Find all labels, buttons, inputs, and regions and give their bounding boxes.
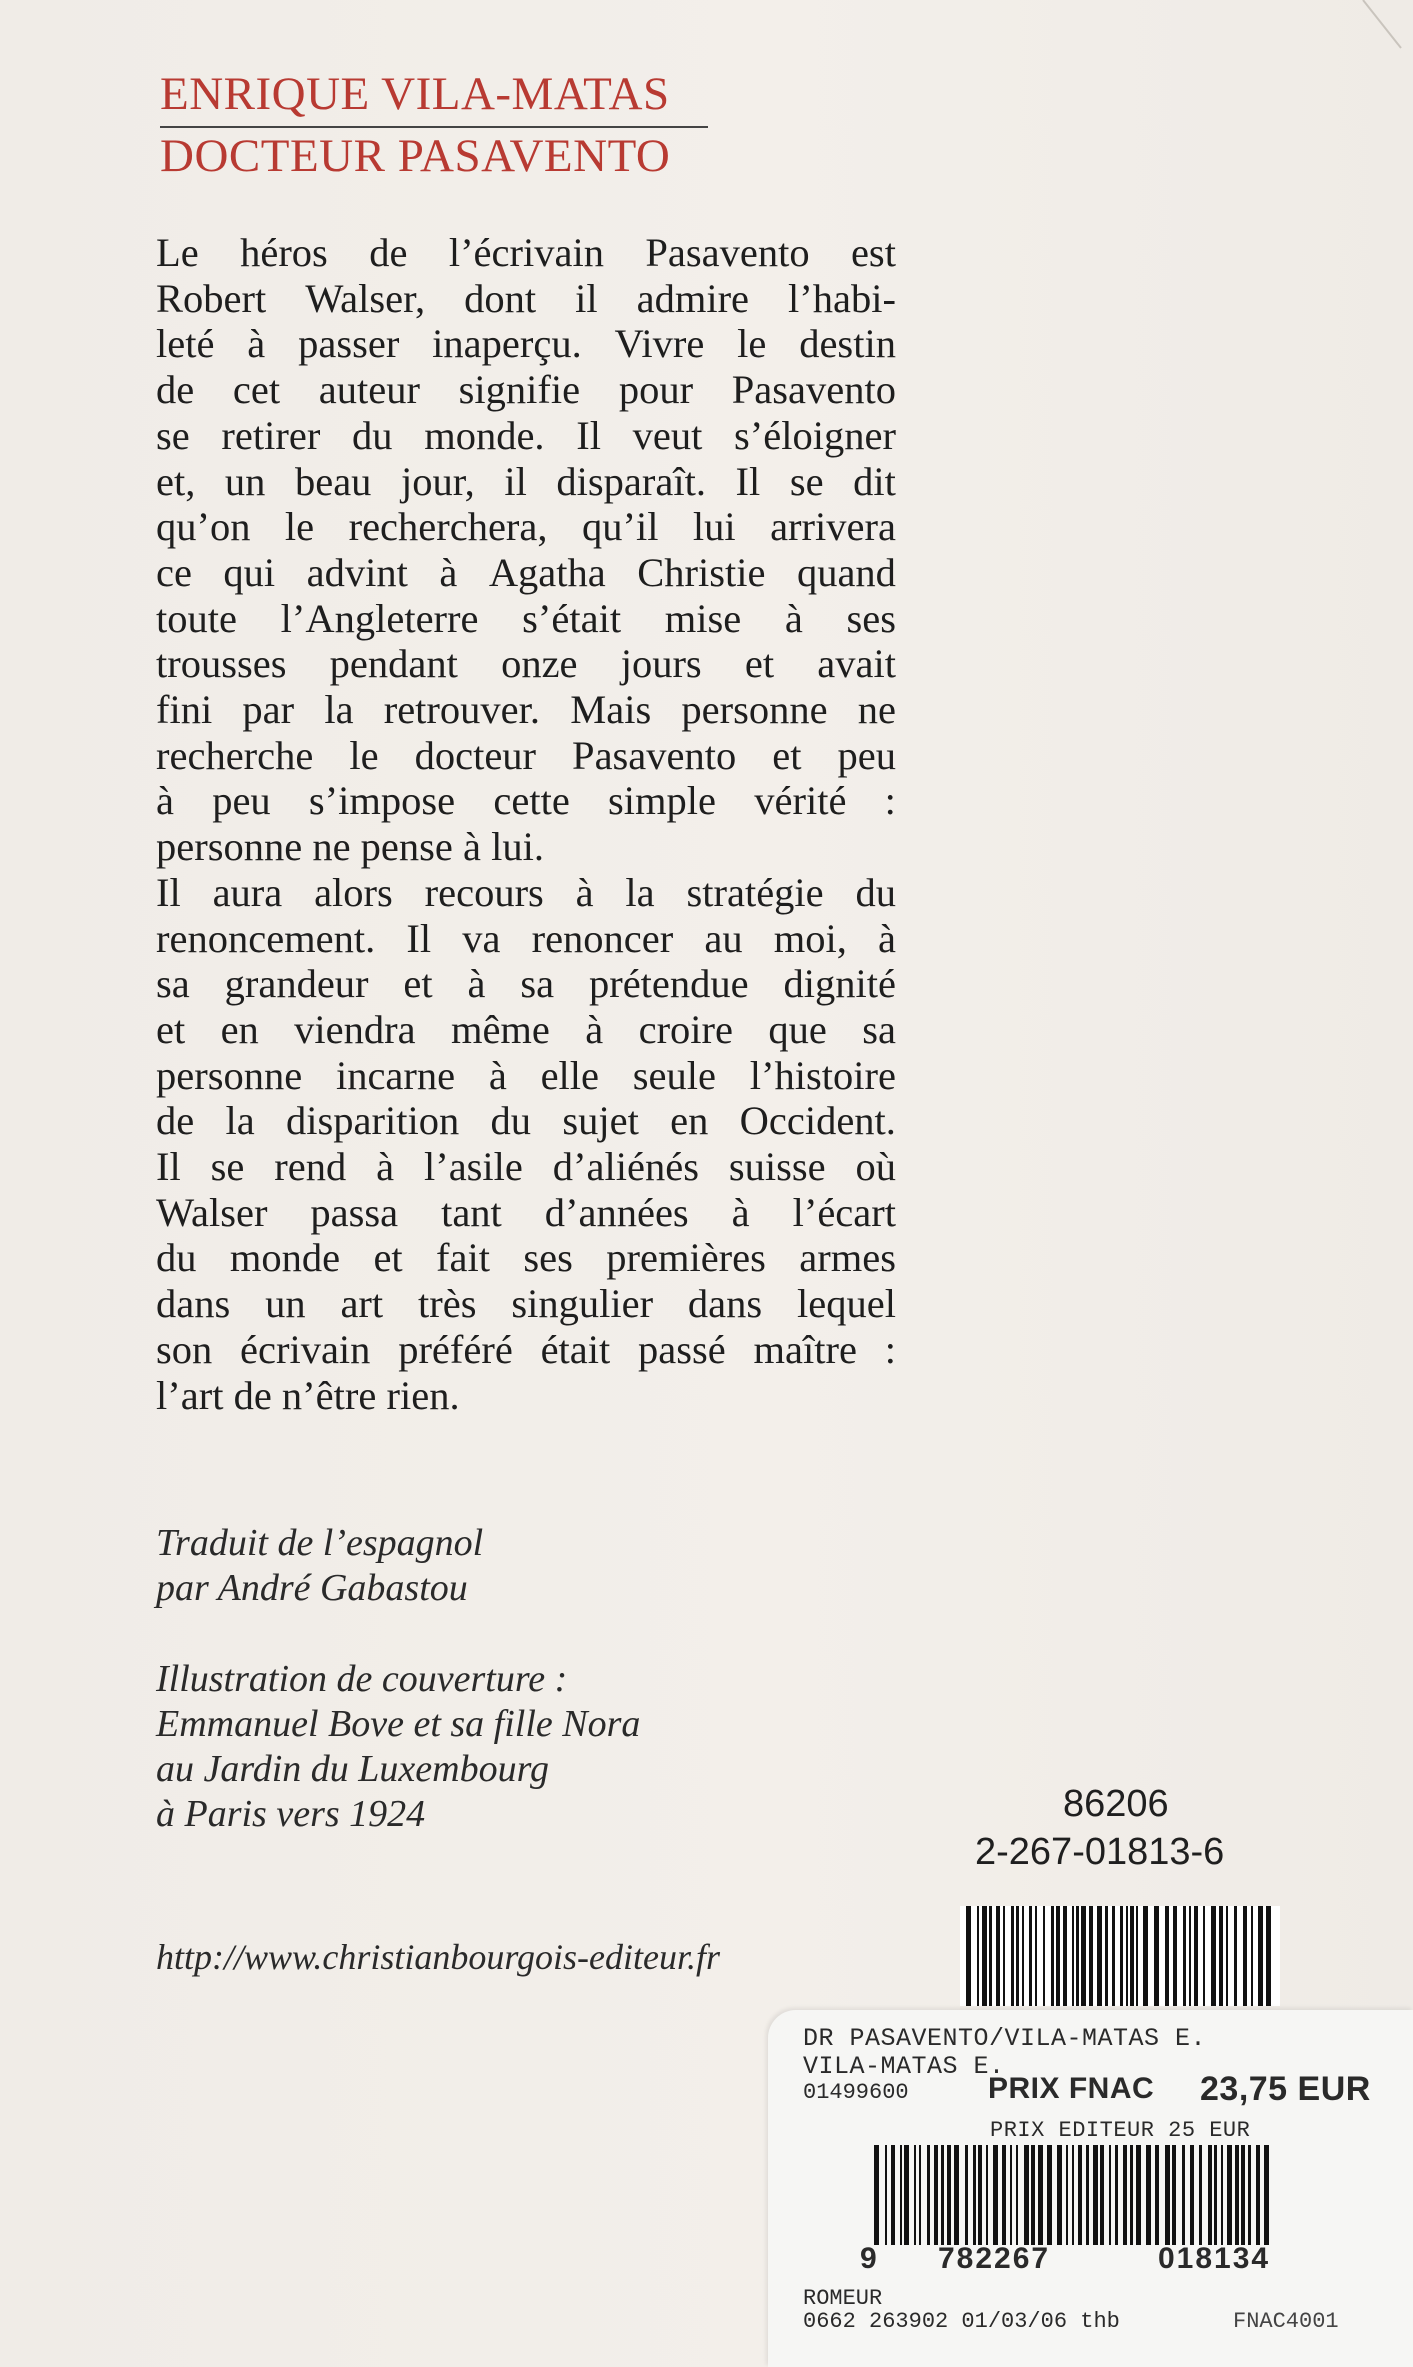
blurb-line: personne incarne à elle seule l’histoire — [156, 1052, 896, 1098]
sticker-title: DR PASAVENTO/VILA-MATAS E. — [803, 2024, 1207, 2053]
isbn-block — [975, 1780, 1224, 1876]
isbn-number: 2-267-01813-6 — [975, 1831, 1225, 1873]
barcode-digit-prefix: 9 — [860, 2242, 879, 2275]
illustration-credit — [156, 1657, 640, 1837]
sticker-author: VILA-MATAS E. — [803, 2052, 1005, 2081]
book-title: DOCTEUR PASAVENTO — [160, 130, 671, 182]
barcode-digits-left: 782267 — [938, 2242, 1051, 2275]
publisher-price: PRIX EDITEUR 25 EUR — [990, 2118, 1251, 2143]
sticker-code: 01499600 — [803, 2080, 909, 2105]
sticker-department: ROMEUR — [803, 2286, 883, 2311]
blurb-line: et, un beau jour, il disparaît. Il se dit — [156, 458, 896, 504]
blurb-line: dans un art très singulier dans lequel — [156, 1281, 896, 1327]
illustration-label: Illustration de couverture : — [156, 1658, 568, 1700]
publisher-code: 86206 — [1063, 1783, 1169, 1825]
blurb-line: se retirer du monde. Il veut s’éloigner — [156, 412, 896, 458]
illustration-line: au Jardin du Luxembourg — [156, 1748, 549, 1790]
blurb-line: Le héros de l’écrivain Pasavento est — [156, 230, 896, 275]
blurb-line: leté à passer inaperçu. Vivre le destin — [156, 321, 896, 367]
publisher-website: http://www.christianbourgois-editeur.fr — [156, 1937, 721, 1977]
blurb-line: de la disparition du sujet en Occident. — [156, 1098, 896, 1144]
blurb-text — [156, 230, 896, 1418]
sticker-barcode — [868, 2145, 1278, 2245]
blurb-line: fini par la retrouver. Mais personne ne — [156, 687, 896, 733]
sticker-store: FNAC4001 — [1233, 2309, 1339, 2334]
illustration-line: à Paris vers 1924 — [156, 1793, 426, 1835]
blurb-line: son écrivain préféré était passé maître : — [156, 1326, 896, 1372]
blurb-line: recherche le docteur Pasavento et peu — [156, 732, 896, 778]
blurb-line: l’art de n’être rien. — [156, 1372, 460, 1418]
isbn-barcode — [960, 1906, 1280, 2006]
blurb-line: qu’on le recherchera, qu’il lui arrivera — [156, 504, 896, 550]
blurb-line: Robert Walser, dont il admire l’habi- — [156, 275, 896, 321]
translator-line: par André Gabastou — [156, 1567, 468, 1609]
sticker-reference: 0662 263902 01/03/06 thb — [803, 2309, 1120, 2334]
blurb-line: et en viendra même à croire que sa — [156, 1006, 896, 1052]
blurb-line: ce qui advint à Agatha Christie quand — [156, 549, 896, 595]
blurb-line: trousses pendant onze jours et avait — [156, 641, 896, 687]
blurb-line: de cet auteur signifie pour Pasavento — [156, 367, 896, 413]
blurb-line: Il aura alors recours à la stratégie du — [156, 869, 896, 915]
cover-header — [160, 66, 710, 184]
blurb-line: Walser passa tant d’années à l’écart — [156, 1189, 896, 1235]
price-sticker — [768, 2010, 1413, 2367]
blurb-line: Il se rend à l’asile d’aliénés suisse où — [156, 1144, 896, 1190]
illustration-line: Emmanuel Bove et sa fille Nora — [156, 1703, 641, 1745]
author-name: ENRIQUE VILA-MATAS — [160, 68, 670, 120]
blurb-line: à peu s’impose cette simple vérité : — [156, 778, 896, 824]
translation-credit — [156, 1521, 483, 1611]
price-label: PRIX FNAC — [988, 2072, 1155, 2105]
blurb-line: toute l’Angleterre s’était mise à ses — [156, 595, 896, 641]
blurb-line: du monde et fait ses premières armes — [156, 1235, 896, 1281]
translation-line: Traduit de l’espagnol — [156, 1522, 484, 1564]
blurb-line: renoncement. Il va renoncer au moi, à — [156, 915, 896, 961]
corner-crease — [1353, 0, 1413, 60]
blurb-line: sa grandeur et à sa prétendue dignité — [156, 961, 896, 1007]
blurb-line: personne ne pense à lui. — [156, 824, 544, 870]
price-value: 23,75 EUR — [1200, 2070, 1371, 2108]
barcode-digits-right: 018134 — [1158, 2242, 1271, 2275]
